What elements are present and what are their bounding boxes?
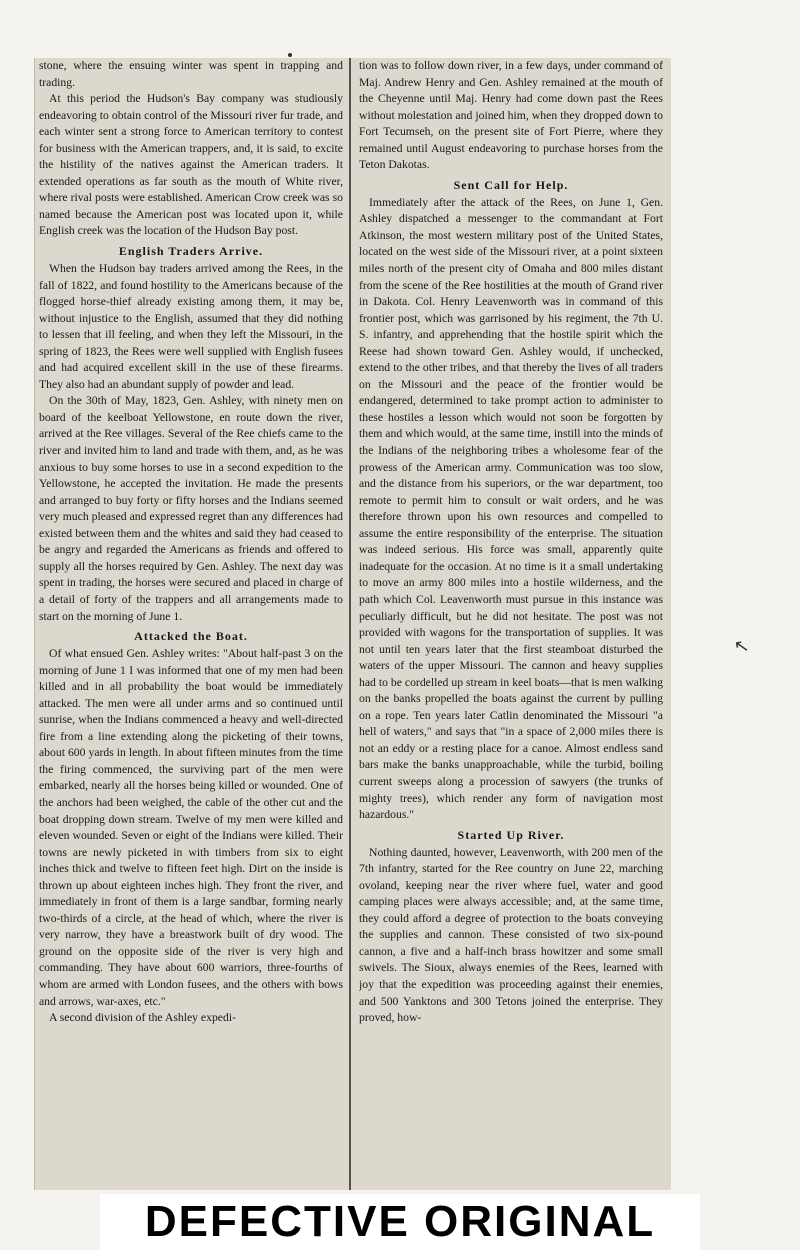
paragraph: Nothing daunted, however, Leavenworth, with 200 men of the 7th infantry, started for the Ree country on June 22, marching ovoland, keeping near the river where fuel, water and good camping places were always accessible; and, at the same time, they could afford a degree of protection to the boats conveying the supplies and cannon. These consisted of two six-pound cannon, a five and a half-inch brass howitzer and some small swivels. The Sioux, always enemies of the Rees, learned with joy that the expedition was proceeding against their enemies, and 500 Yanktons and 300 Tetons joined the enterprise. They proved, how- xyxy=(359,845,663,1025)
defective-original-banner: DEFECTIVE ORIGINAL xyxy=(100,1194,700,1250)
paragraph: tion was to follow down river, in a few days, under command of Maj. Andrew Henry and Gen. Ashley remained at the mouth of the Cheyenne until Maj. Henry had come down past the Rees without molestation and joined him, when they dropped down to Fort Tecumseh, on the present site of Fort Pierre, where they remained until August endeavoring to purchase horses from the Teton Dakotas. xyxy=(359,59,663,172)
section-heading: Attacked the Boat. xyxy=(134,629,248,644)
paragraph: Immediately after the attack of the Rees, on June 1, Gen. Ashley dispatched a messenger to the commandant at Fort Atkinson, the most western military post of the United States, located on the west side of the Missouri river, at a point sixteen miles north of the present city of Omaha and 800 miles distant from the scene of the Ree hostilities at the mouth of Grand river in Dakota. Col. Henry Leavenworth was in command of this frontier post, which was garrisoned by his regiment, the 7th U. S. infantry, and apprehending that the hostile spirit which the Reese had shown toward Gen. Ashley would, if unchecked, extend to the other tribes, and that thereby the lives of all traders on the Missouri and the peace of the frontier would be endangered, determined to take prompt action to administer to these hostiles a lesson which would not soon be forgotten by them and which would, at the same time, instill into the minds of the Indians of the neighboring tribes a wholesome fear of the prowess of the American army. Communication was too slow, and the distance from his superiors, or the war department, too remote to permit him to consult or wait orders, and he was therefore thrown upon his own resources and compelled to assume the entire responsibility of the enterprise. The situation was indeed serious. His force was small, apparently quite inadequate for the occasion. At no time is it a small undertaking to move an army 800 miles into a hostile wilderness, and the path which Col. Leavenworth must pursue in this instance was peculiarly difficult, but he did not hesitate. The post was not provided with wagons for the transportation of supplies. It was not until ten years later that the first steamboat disturbed the waters of the upper Missouri. The cannon and heavy supplies had to be cordelled up stream in keel boats—that is men walking on the banks propelled the boats against the current by pulling on a rope. Ten years later Catlin denominated the Missouri "a hell of waters," and says that "in a space of 2,000 miles there is not an eddy or a resting place for a canoe. Almost endless sand bars make the banks unapproachable, while the turbid, boiling current sweeps along a procession of sawyers (the trunks of mighty trees), which render any form of navigation most hazardous." xyxy=(359,195,663,822)
margin-mark: ↖ xyxy=(732,634,751,659)
section-heading: Sent Call for Help. xyxy=(453,177,569,192)
left-column xyxy=(39,58,343,1190)
newspaper-clipping xyxy=(34,58,671,1190)
paragraph: A second division of the Ashley expedi- xyxy=(49,1011,236,1025)
paragraph: stone, where the ensuing winter was spent in trapping and trading. xyxy=(39,59,343,89)
ink-spot xyxy=(288,53,292,57)
paragraph: At this period the Hudson's Bay company was studiously endeavoring to obtain control of the Missouri river fur trade, and each winter sent a strong force to American territory to contest for business with the American trappers, and, it is said, to excite the histility of the natives against the American traders. It extended operations as far south as the mouth of White river, where rival posts were established. American Crow creek was so named because the American post was located upon it, while English creek was the location of the Hudson Bay post. xyxy=(39,92,343,238)
paragraph: On the 30th of May, 1823, Gen. Ashley, with ninety men on board of the keelboat Yellowstone, en route down the river, arrived at the Ree villages. Several of the Ree chiefs came to the river and invited him to land and trade with them, and, as he was anxious to buy some horses to use in a second expedition to the Yellowstone, he accepted the invitation. He made the presents and arranged to buy forty or fifty horses and the Indians seemed very much pleased and expressed regret than any differences had existed between them and the whites and said they had ceased to be angry and regarded the Americans as friends and offered to supply all the horses required by Gen. Ashley. The next day was spent in trading, the horses were secured and placed in charge of a detail of forty of the trappers and all arrangements made to start on the morning of June 1. xyxy=(39,394,343,623)
right-column xyxy=(359,58,663,1190)
section-heading: English Traders Arrive. xyxy=(118,244,264,259)
column-rule xyxy=(349,58,351,1190)
paragraph: When the Hudson bay traders arrived among the Rees, in the fall of 1822, and found hostility to the Americans because of the flogged horse-thief already existing among them, it may be, without injustice to the English, assumed that they did nothing to lessen that ill feeling, and when they left the Missouri, in the spring of 1823, the Rees were well supplied with English fusees and had acquired excellent skill in the use of these firearms. They also had an abundant supply of powder and lead. xyxy=(39,262,343,391)
section-heading: Started Up River. xyxy=(457,827,565,842)
paragraph: Of what ensued Gen. Ashley writes: "About half-past 3 on the morning of June 1 I was informed that one of my men had been killed and in all probability the boat would be immediately attacked. The men were all under arms and so continued until sunrise, when the Indians commenced a heavy and well-directed fire from a line extending along the picketing of their towns, about 600 yards in length. In about fifteen minutes from the time the firing commenced, the surviving part of the men were embarked, nearly all the horses being killed or wounded. One of the anchors had been weighed, the cable of the other cut and the boat dropping down stream. Twelve of my men were killed and eleven wounded. Seven or eight of the Indians were killed. Their towns are newly picketed in with timbers from six to eight inches thick and twelve to fifteen feet high. Dirt on the inside is thrown up about eighteen inches high. They front the river, and immediately in front of them is a large sandbar, forming nearly two-thirds of a circle, at the head of which, where the river is very narrow, they have a breastwork built of dry wood. The ground on the opposite side of the river is very high and commanding. They have about 600 warriors, three-fourths of whom are armed with London fusees, and the others with bows and arrows, war-axes, etc." xyxy=(39,647,343,1008)
